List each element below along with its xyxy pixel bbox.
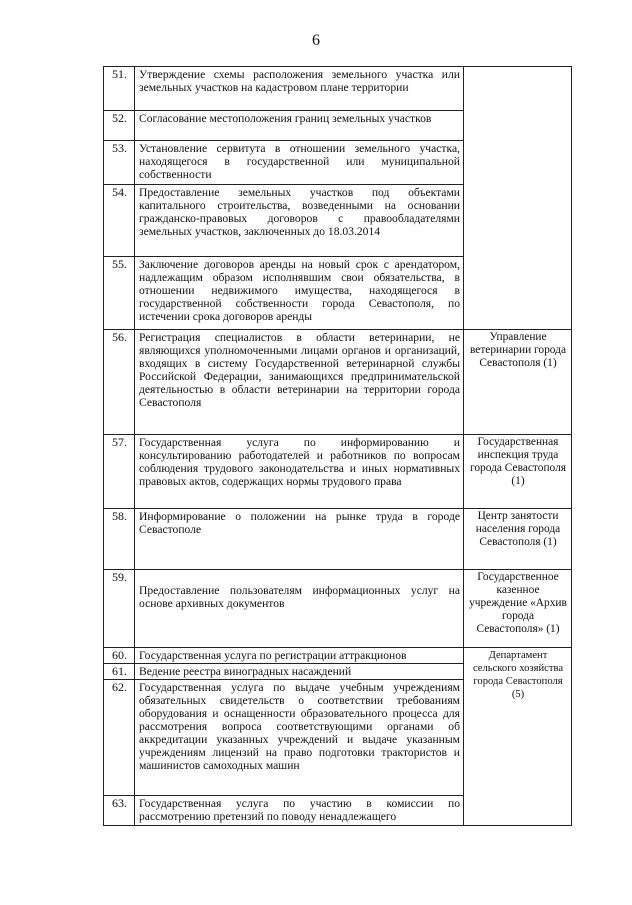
service-name: Государственная услуга по участию в комиссии по рассмотрению претензий по поводу ненадлежащего [135, 796, 464, 826]
organization-archive: Государственное казенное учреждение «Архив города Севастополя» (1) [464, 570, 572, 648]
row-number: 56. [104, 330, 135, 435]
service-name: Государственная услуга по регистрации аттракционов [135, 648, 464, 664]
row-number: 62. [104, 680, 135, 796]
organization-cell-empty [464, 67, 572, 330]
row-number: 52. [104, 111, 135, 141]
row-number: 53. [104, 141, 135, 185]
service-name: Информирование о положении на рынке труда в городе Севастополе [135, 509, 464, 570]
table-row [104, 509, 572, 570]
organization-employment: Центр занятости населения города Севастополя (1) [464, 509, 572, 570]
row-number: 60. [104, 648, 135, 664]
service-name: Государственная услуга по выдаче учебным учреждениям обязательных свидетельств о соответствии требованиям оборудования и оснащенности образовательного процесса для рассмотрения вопроса соответствующими органами об аккредитации указанных учреждений и выдаче указанным учреждениям лицензий на право подготовки трактористов и машинистов самоходных машин [135, 680, 464, 796]
service-name: Государственная услуга по информированию и консультированию работодателей и работников по вопросам соблюдения трудового законодательства и иных нормативных правовых актов, содержащих нормы трудового права [135, 435, 464, 509]
service-name: Ведение реестра виноградных насаждений [135, 664, 464, 680]
table-row [104, 435, 572, 509]
service-name: Предоставление земельных участков под объектами капитального строительства, возведенными на основании гражданско-правовых договоров с правообладателями земельных участков, заключенных до 18.03.2014 [135, 185, 464, 257]
service-name: Предоставление пользователям информационных услуг на основе архивных документов [135, 570, 464, 648]
row-number: 61. [104, 664, 135, 680]
table-row [104, 330, 572, 435]
organization-agriculture: Департамент сельского хозяйства города Севастополя (5) [464, 648, 572, 826]
organization-labor-inspection: Государственная инспекция труда города Севастополя (1) [464, 435, 572, 509]
row-number: 55. [104, 257, 135, 330]
table-row [104, 570, 572, 648]
page-number: 6 [312, 32, 320, 49]
service-name: Установление сервитута в отношении земельного участка, находящегося в государственной или муниципальной собственности [135, 141, 464, 185]
service-name: Согласование местоположения границ земельных участков [135, 111, 464, 141]
row-number: 63. [104, 796, 135, 826]
table-row [104, 67, 572, 111]
services-table [103, 66, 572, 826]
service-name: Заключение договоров аренды на новый срок с арендатором, надлежащим образом исполнявшим свои обязательства, в отношении недвижимого имущества, находящегося в государственной собственности города Севастополя, по истечении срока договоров аренды [135, 257, 464, 330]
row-number: 51. [104, 67, 135, 111]
row-number: 57. [104, 435, 135, 509]
row-number: 54. [104, 185, 135, 257]
organization-vet: Управление ветеринарии города Севастополя (1) [464, 330, 572, 435]
row-number: 58. [104, 509, 135, 570]
service-name: Регистрация специалистов в области ветеринарии, не являющихся уполномоченными лицами органов и организаций, входящих в систему Государственной ветеринарной службы Российской Федерации, занимающихся предпринимательской деятельностью в области ветеринарии на территории города Севастополя [135, 330, 464, 435]
row-number: 59. [104, 570, 135, 648]
service-name: Утверждение схемы расположения земельного участка или земельных участков на кадастровом плане территории [135, 67, 464, 111]
table-row [104, 648, 572, 664]
